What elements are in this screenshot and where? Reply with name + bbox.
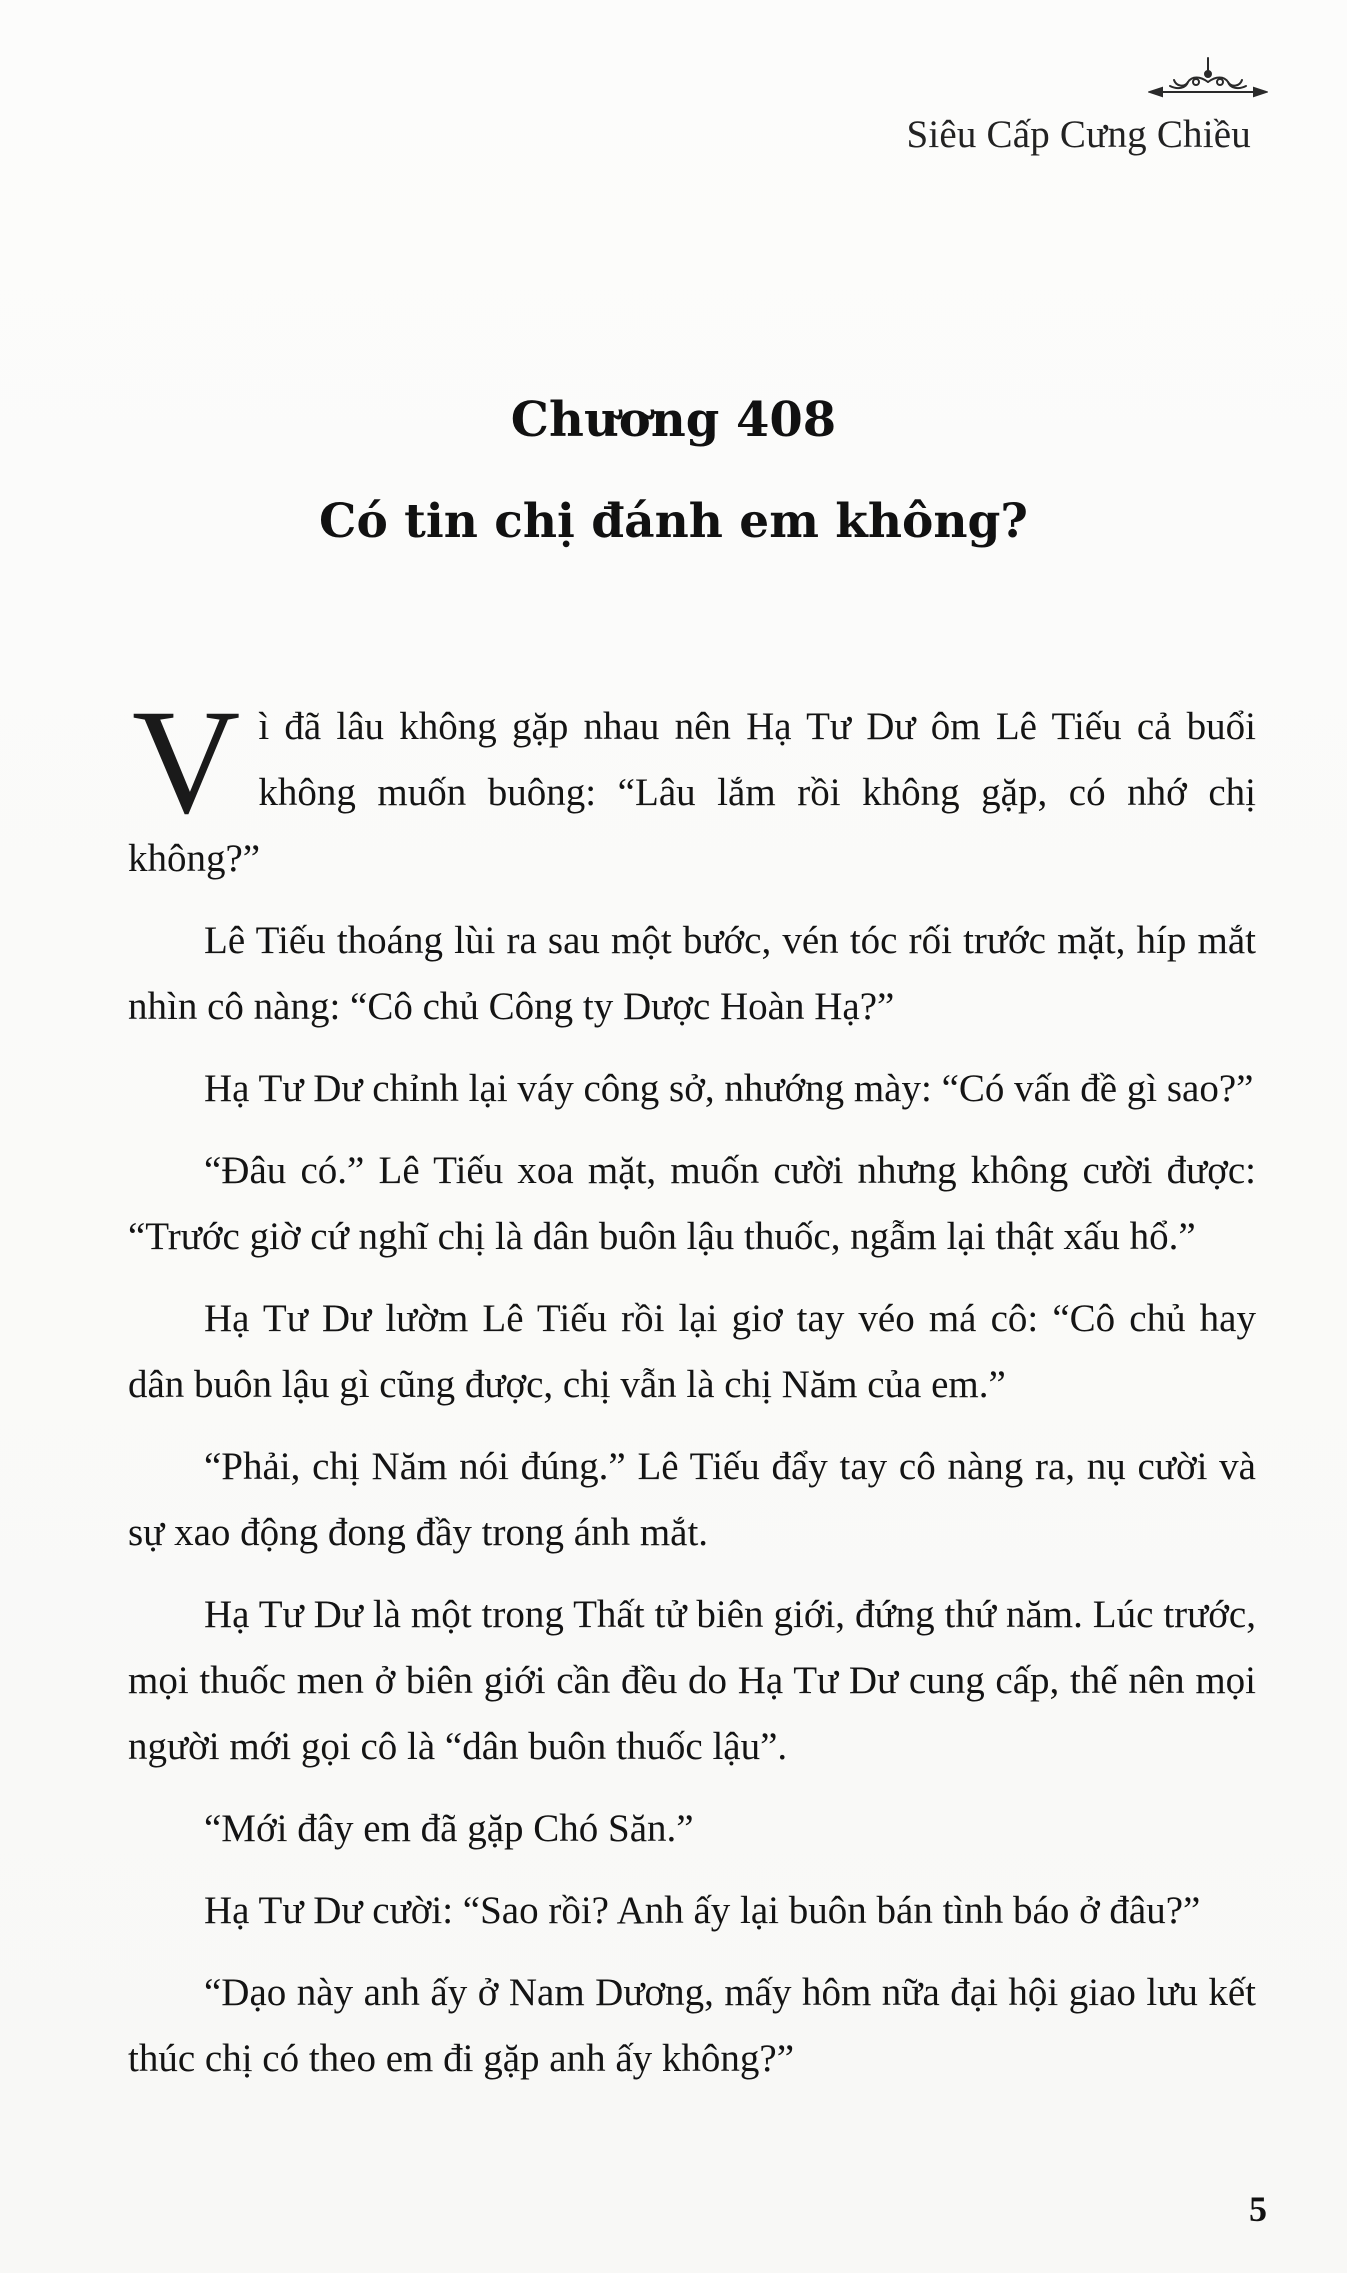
chapter-body [128,679,1256,2108]
paragraph-10: “Dạo này anh ấy ở Nam Dương, mấy hôm nữa đại hội giao lưu kết thúc chị có theo em đi gặp anh ấy không?” [128,1971,1256,2080]
drop-cap: V [132,679,241,845]
paragraph-3: Hạ Tư Dư chỉnh lại váy công sở, nhướng mày: “Có vấn đề gì sao?” [204,1067,1254,1110]
paragraph-8: “Mới đây em đã gặp Chó Săn.” [204,1807,694,1850]
running-header-title: Siêu Cấp Cưng Chiều [906,113,1251,156]
chapter-number: Chương 408 [510,392,837,448]
chapter-title: Có tin chị đánh em không? [319,494,1028,549]
paragraph-1 [128,679,1256,892]
header-flourish-icon [1148,54,1268,112]
page-number: 5 [1249,2189,1267,2229]
paragraph-5: Hạ Tư Dư lườm Lê Tiếu rồi lại giơ tay véo má cô: “Cô chủ hay dân buôn lậu gì cũng được, chị vẫn là chị Năm của em.” [128,1297,1256,1406]
paragraph-9: Hạ Tư Dư cười: “Sao rồi? Anh ấy lại buôn bán tình báo ở đâu?” [204,1889,1201,1932]
paragraph-4: “Đâu có.” Lê Tiếu xoa mặt, muốn cười nhưng không cười được: “Trước giờ cứ nghĩ chị là dân buôn lậu thuốc, ngẫm lại thật xấu hổ.” [128,1149,1256,1258]
paragraph-1-text: ì đã lâu không gặp nhau nên Hạ Tư Dư ôm Lê Tiếu cả buổi không muốn buông: “Lâu lắm rồi không gặp, có nhớ chị không?” [128,705,1256,880]
paragraph-2: Lê Tiếu thoáng lùi ra sau một bước, vén tóc rối trước mặt, híp mắt nhìn cô nàng: “Cô chủ Công ty Dược Hoàn Hạ?” [128,919,1256,1028]
paragraph-7: Hạ Tư Dư là một trong Thất tử biên giới, đứng thứ năm. Lúc trước, mọi thuốc men ở biên giới cần đều do Hạ Tư Dư cung cấp, thế nên mọi người mới gọi cô là “dân buôn thuốc lậu”. [128,1593,1256,1768]
paragraph-6: “Phải, chị Năm nói đúng.” Lê Tiếu đẩy tay cô nàng ra, nụ cười và sự xao động đong đầy trong ánh mắt. [128,1445,1256,1554]
